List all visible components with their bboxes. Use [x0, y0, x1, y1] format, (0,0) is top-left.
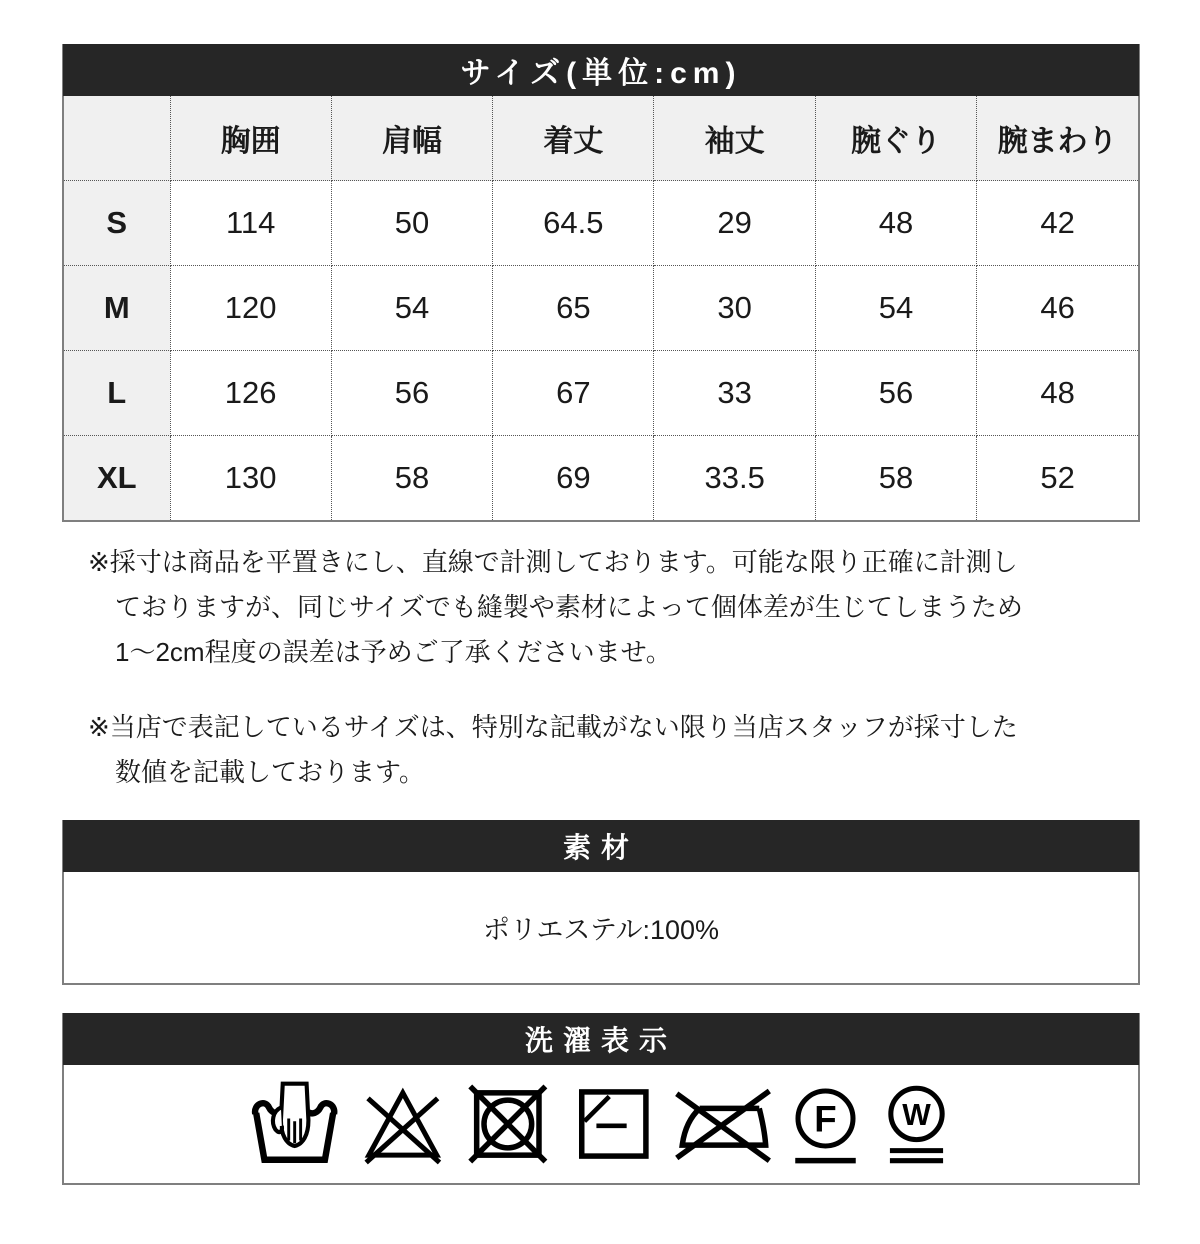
material-title: 素材 — [562, 832, 639, 863]
size-row-label: M — [64, 266, 170, 351]
column-header: 胸囲 — [170, 96, 331, 181]
svg-text:F: F — [813, 1098, 837, 1140]
note-line: ※採寸は商品を平置きにし、直線で計測しております。可能な限り正確に計測し — [88, 547, 1018, 577]
hand-wash-icon — [247, 1080, 342, 1168]
note-line: ※当店で表記しているサイズは、特別な記載がない限り当店スタッフが採寸した — [88, 712, 1018, 742]
laundry-title: 洗濯表示 — [524, 1025, 677, 1056]
size-row — [64, 436, 1138, 521]
size-value-cell: 65 — [493, 266, 654, 351]
size-value-cell: 58 — [815, 436, 976, 521]
size-chart-page — [62, 44, 1140, 1185]
size-value-cell: 67 — [493, 351, 654, 436]
size-table-body — [64, 181, 1138, 521]
size-value-cell: 114 — [170, 181, 331, 266]
size-value-cell: 58 — [331, 436, 492, 521]
column-header: 腕まわり — [977, 96, 1138, 181]
do-not-iron-icon — [674, 1080, 773, 1168]
note-line: ておりますが、同じサイズでも縫製や素材によって個体差が生じてしまうため — [115, 592, 1023, 622]
size-value-cell: 54 — [815, 266, 976, 351]
size-notes — [88, 540, 1140, 795]
note-block — [88, 540, 1140, 675]
note-line: 1〜2cm程度の誤差は予めご了承くださいませ。 — [115, 637, 672, 667]
size-value-cell: 50 — [331, 181, 492, 266]
size-value-cell: 48 — [815, 181, 976, 266]
dry-clean-petroleum-F-icon — [787, 1080, 864, 1168]
size-value-cell: 69 — [493, 436, 654, 521]
column-header: 腕ぐり — [815, 96, 976, 181]
size-row — [64, 181, 1138, 266]
size-table-header-row — [64, 96, 1138, 181]
svg-text:W: W — [901, 1098, 931, 1132]
column-header: 着丈 — [493, 96, 654, 181]
column-header: 袖丈 — [654, 96, 815, 181]
size-value-cell: 56 — [331, 351, 492, 436]
material-panel — [62, 820, 1140, 985]
material-value: ポリエステル:100% — [482, 915, 720, 945]
size-value-cell: 30 — [654, 266, 815, 351]
size-row-label: XL — [64, 436, 170, 521]
laundry-icons-row — [64, 1065, 1138, 1183]
flat-dry-in-shade-icon — [568, 1080, 660, 1168]
size-value-cell: 42 — [977, 181, 1138, 266]
size-row — [64, 266, 1138, 351]
material-title-bar — [63, 820, 1139, 872]
size-row-label: L — [64, 351, 170, 436]
size-value-cell: 64.5 — [493, 181, 654, 266]
do-not-bleach-icon — [357, 1080, 449, 1168]
size-value-cell: 130 — [170, 436, 331, 521]
size-table-panel — [62, 44, 1140, 522]
laundry-panel — [62, 1013, 1140, 1185]
size-value-cell: 54 — [331, 266, 492, 351]
size-table-title: サイズ(単位:cm) — [460, 57, 742, 90]
size-value-cell: 126 — [170, 351, 331, 436]
size-value-cell: 48 — [977, 351, 1138, 436]
column-header: 肩幅 — [331, 96, 492, 181]
size-value-cell: 33 — [654, 351, 815, 436]
note-line: 数値を記載しております。 — [115, 757, 425, 787]
size-value-cell: 52 — [977, 436, 1138, 521]
size-value-cell: 29 — [654, 181, 815, 266]
size-value-cell: 33.5 — [654, 436, 815, 521]
size-table — [64, 96, 1138, 520]
size-row — [64, 351, 1138, 436]
size-row-label: S — [64, 181, 170, 266]
material-body — [64, 872, 1138, 983]
corner-cell — [64, 96, 170, 181]
size-value-cell: 56 — [815, 351, 976, 436]
size-value-cell: 120 — [170, 266, 331, 351]
do-not-tumble-dry-icon — [462, 1080, 554, 1168]
size-value-cell: 46 — [977, 266, 1138, 351]
note-block — [88, 705, 1140, 795]
size-table-title-bar — [63, 44, 1139, 96]
wet-clean-W-icon — [878, 1080, 955, 1168]
laundry-title-bar — [63, 1013, 1139, 1065]
